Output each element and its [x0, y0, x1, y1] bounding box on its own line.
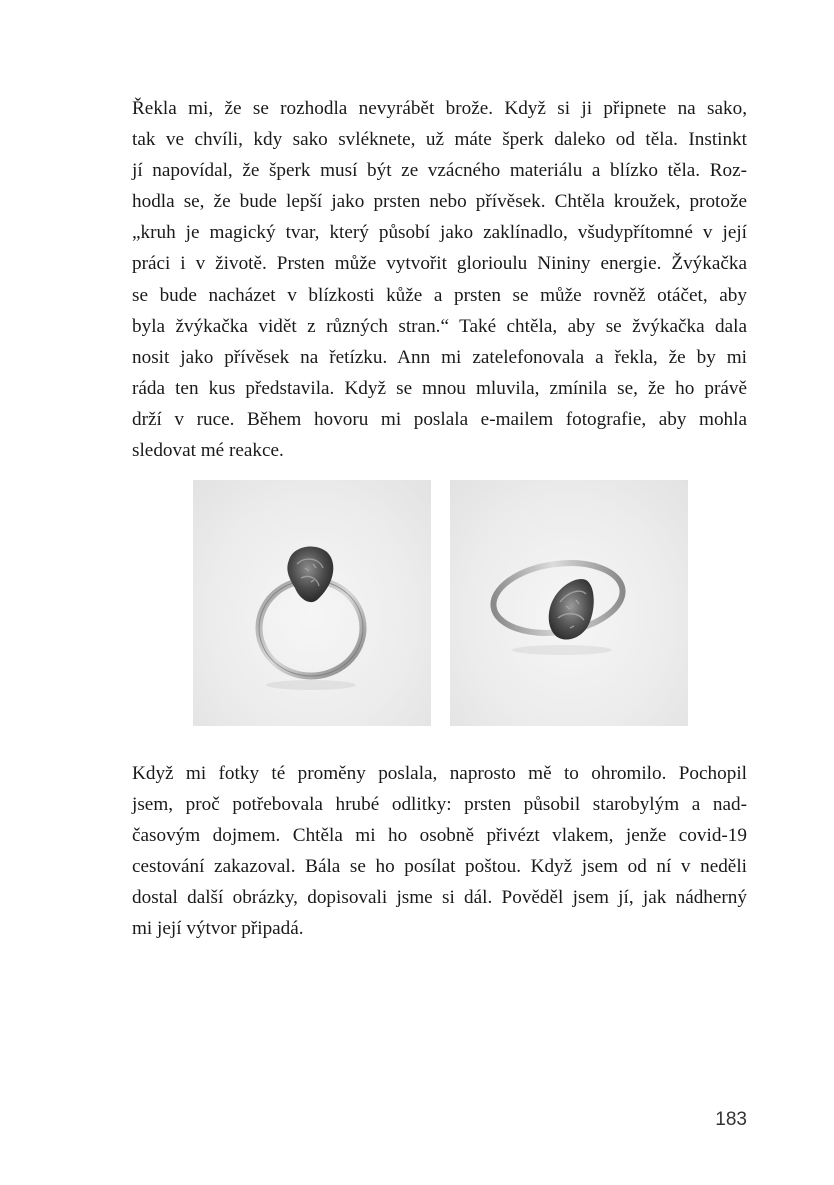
text-line: Řekla mi, že se rozhodla nevyrábět brože. Když si ji připnete na sako, — [132, 98, 747, 119]
page-number: 183 — [715, 1109, 747, 1130]
text-line: Když mi fotky té proměny poslala, naprosto mě to ohromilo. Pochopil — [132, 763, 747, 784]
text-line: práci i v životě. Prsten může vytvořit glorioulu Nininy energie. Žvýkačka — [132, 253, 747, 275]
text-line: „kruh je magický tvar, který působí jako zaklínadlo, všudypřítomné v její — [132, 222, 747, 244]
ring-photo-front — [193, 480, 431, 726]
text-line: cestování zakazoval. Bála se ho posílat poštou. Když jsem od ní v neděli — [132, 856, 747, 878]
text-line: ráda ten kus představila. Když se mnou mluvila, zmínila se, že ho právě — [132, 377, 747, 399]
text-line: hodla se, že bude lepší jako prsten nebo přívěsek. Chtěla kroužek, protože — [132, 191, 747, 213]
text-line: drží v ruce. Během hovoru mi poslala e-mailem fotografie, aby mohla — [132, 408, 747, 430]
ring-photo-angled — [450, 480, 688, 726]
text-line: tak ve chvíli, kdy sako svléknete, už máte šperk daleko od těla. Instinkt — [132, 129, 747, 151]
text-line: dostal další obrázky, dopisovali jsme si dál. Pověděl jsem jí, jak nádherný — [132, 887, 747, 909]
ring-front-illustration — [193, 480, 431, 726]
text-line: jí napovídal, že šperk musí být ze vzácného materiálu a blízko těla. Roz- — [132, 160, 747, 182]
text-line: jsem, proč potřebovala hrubé odlitky: prsten působil starobylým a nad- — [132, 794, 747, 816]
text-line: byla žvýkačka vidět z různých stran.“ Také chtěla, aby se žvýkačka dala — [132, 315, 747, 337]
paragraph-1 — [132, 93, 747, 466]
text-line: se bude nacházet v blízkosti kůže a prsten se může rovněž otáčet, aby — [132, 284, 747, 306]
text-line: mi její výtvor připadá. — [132, 918, 304, 940]
ring-angled-illustration — [450, 480, 688, 726]
text-line: sledovat mé reakce. — [132, 440, 284, 462]
paragraph-2 — [132, 758, 747, 945]
text-line: nosit jako přívěsek na řetízku. Ann mi zatelefonovala a řekla, že by mi — [132, 346, 747, 368]
text-line: časovým dojmem. Chtěla mi ho osobně přivézt vlakem, jenže covid-19 — [132, 825, 747, 847]
